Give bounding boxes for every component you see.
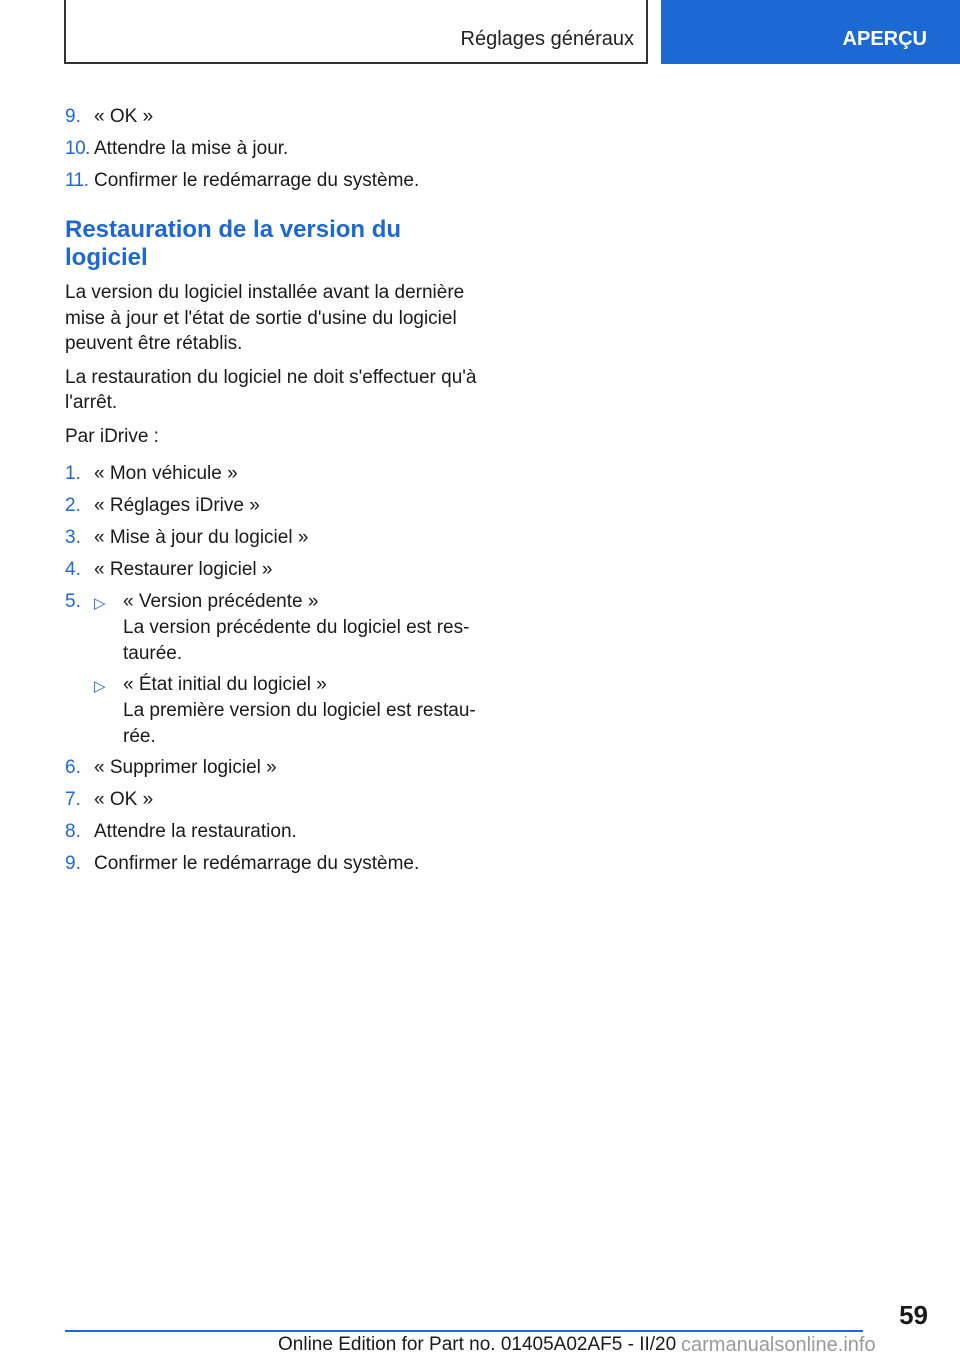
triangle-bullet-icon: ▷ [94, 678, 106, 695]
list-item [65, 755, 490, 781]
step-number: 9. [65, 853, 81, 874]
step-number: 7. [65, 789, 81, 810]
steps-top-list [65, 104, 490, 194]
step-number: 8. [65, 821, 81, 842]
triangle-bullet-icon: ▷ [94, 595, 106, 612]
idrive-label: Par iDrive : [65, 425, 159, 447]
section-heading-line1: Restauration de la version du [65, 216, 402, 243]
list-item [65, 461, 490, 487]
step-text: « OK » [94, 106, 154, 127]
section-heading-line2: logiciel [65, 244, 148, 271]
list-item [65, 557, 490, 583]
page-content [65, 104, 490, 883]
step-number: 10. [65, 138, 90, 159]
list-item [65, 525, 490, 551]
list-item [65, 787, 490, 813]
intro-paragraph: La version du logiciel installée avant la dernière mise à jour et l'état de sortie d'usine du logiciel peuvent être rétablis. [65, 282, 465, 354]
step-number: 3. [65, 527, 81, 548]
list-item-step5 [65, 589, 490, 749]
sub-option-description: La première version du logiciel est restau-rée. [123, 700, 476, 747]
step-number: 5. [65, 591, 81, 612]
sub-option-label: « Version précédente » [123, 591, 319, 612]
list-item [65, 851, 490, 877]
step-text: « OK » [94, 789, 154, 810]
list-item [65, 819, 490, 845]
list-item [65, 493, 490, 519]
section-heading [65, 216, 490, 272]
list-item [65, 104, 490, 130]
step-text: « Mise à jour du logiciel » [94, 527, 309, 548]
header-section-title: Réglages généraux [460, 28, 634, 50]
list-item [65, 168, 490, 194]
step-number: 2. [65, 495, 81, 516]
sub-option [94, 672, 490, 749]
step-text: « Supprimer logiciel » [94, 757, 277, 778]
step-text: Attendre la mise à jour. [94, 138, 289, 159]
sub-option [94, 589, 490, 666]
step-text: Confirmer le redémarrage du système. [94, 170, 420, 191]
step-text: Confirmer le redémarrage du système. [94, 853, 420, 874]
step-text: « Mon véhicule » [94, 463, 238, 484]
step-number: 11. [65, 170, 89, 191]
page-number: 59 [899, 1300, 928, 1330]
footer-edition: Online Edition for Part no. 01405A02AF5 - II/20 [278, 1334, 677, 1355]
step-text: « Réglages iDrive » [94, 495, 260, 516]
header-section-box [64, 0, 648, 64]
restore-steps-list [65, 461, 490, 877]
step-number: 6. [65, 757, 81, 778]
header-tab-apercu[interactable] [661, 0, 960, 64]
footer-divider [65, 1330, 863, 1332]
list-item [65, 136, 490, 162]
step-text: « Restaurer logiciel » [94, 559, 273, 580]
step-number: 9. [65, 106, 81, 127]
sub-option-description: La version précédente du logiciel est res-taurée. [123, 617, 470, 664]
watermark: carmanualsonline.info [681, 1334, 876, 1356]
sub-option-label: « État initial du logiciel » [123, 674, 327, 695]
step-text: Attendre la restauration. [94, 821, 297, 842]
step-number: 4. [65, 559, 81, 580]
header-tab-label: APERÇU [842, 28, 927, 50]
note-paragraph: La restauration du logiciel ne doit s'effectuer qu'à l'arrêt. [65, 366, 477, 413]
step-number: 1. [65, 463, 81, 484]
